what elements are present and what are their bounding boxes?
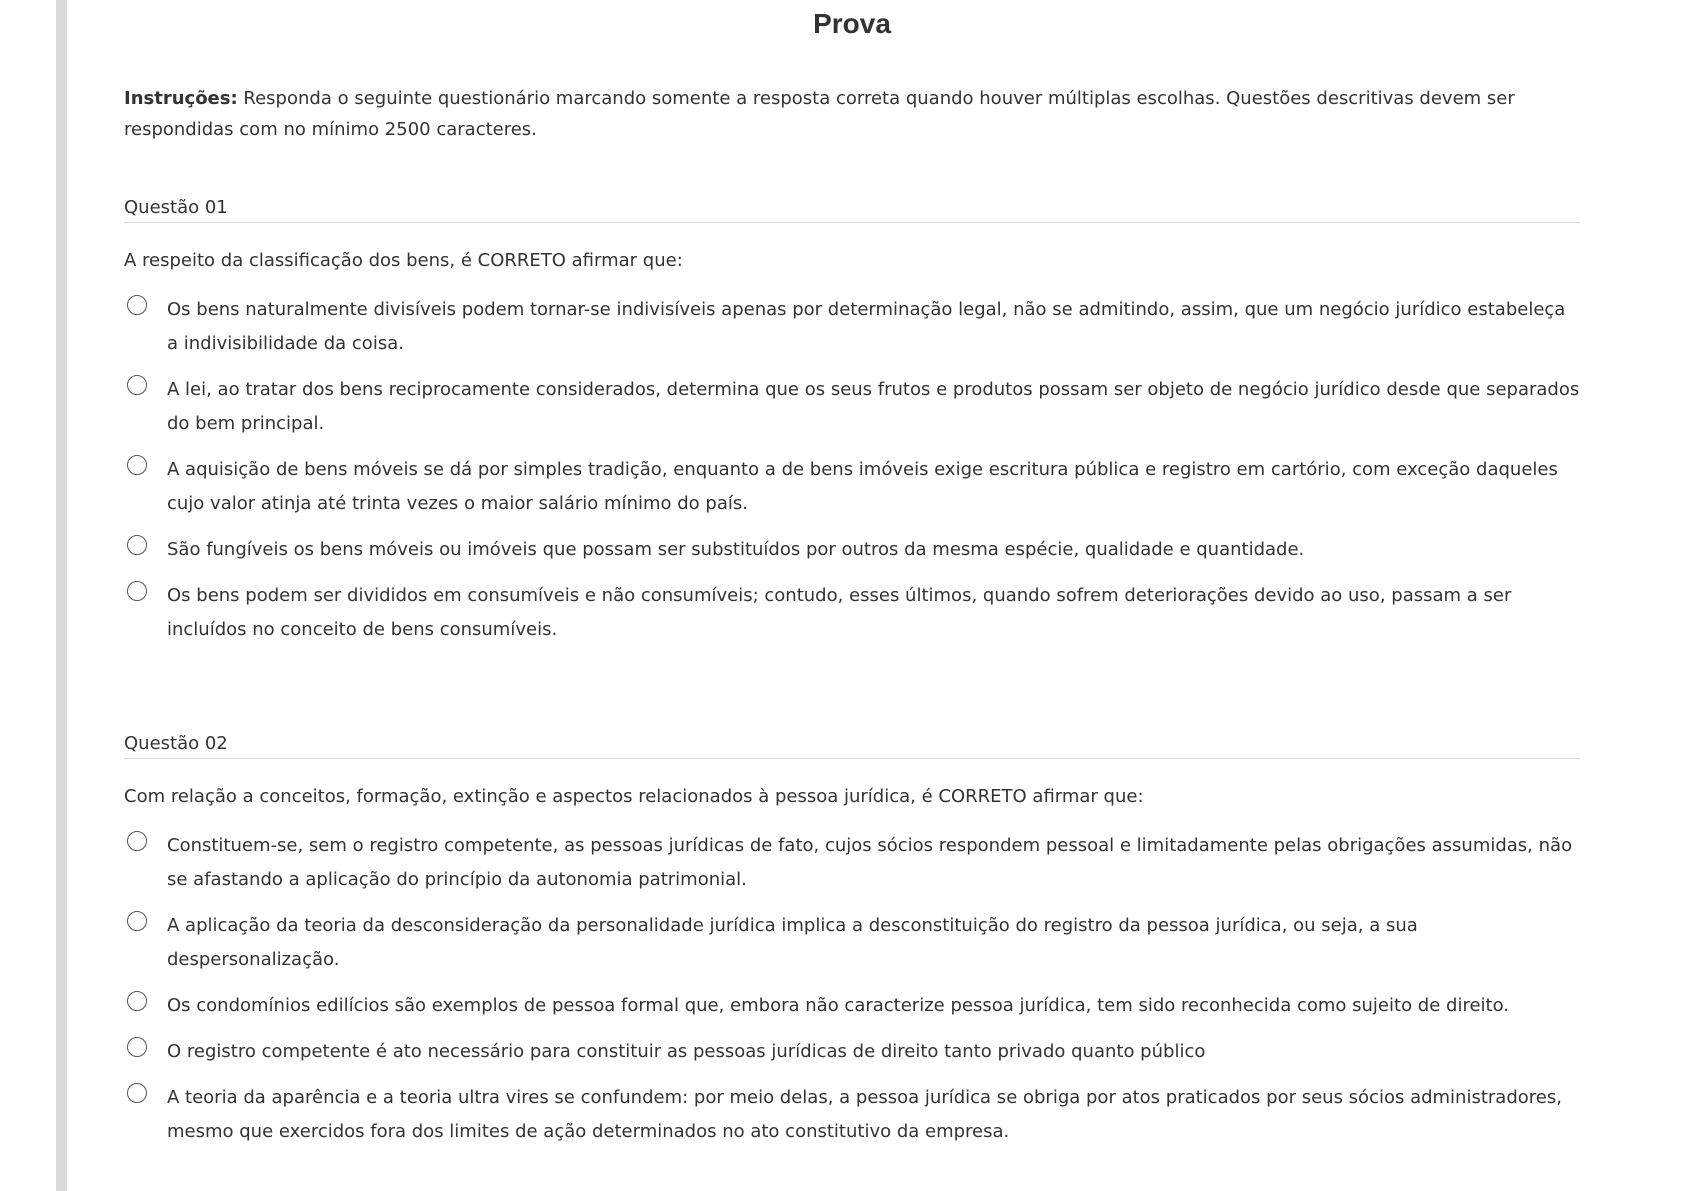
answer-option[interactable] — [124, 453, 1580, 521]
radio-button[interactable] — [127, 455, 147, 475]
radio-button[interactable] — [127, 581, 147, 601]
option-text: A aquisição de bens móveis se dá por simples tradição, enquanto a de bens imóveis exige escritura pública e registro em cartório, com exceção daqueles cujo valor atinja até trinta vezes o maior salário mínimo do país. — [167, 459, 1558, 514]
answer-option[interactable] — [124, 1081, 1580, 1149]
left-border-bar — [56, 0, 67, 1191]
answer-option[interactable] — [124, 533, 1580, 567]
answer-option[interactable] — [124, 829, 1580, 897]
question-prompt: A respeito da classificação dos bens, é CORRETO afirmar que: — [124, 250, 683, 271]
answer-option[interactable] — [124, 373, 1580, 441]
answer-option[interactable] — [124, 293, 1580, 361]
answer-option[interactable] — [124, 909, 1580, 977]
options-list — [124, 829, 1580, 1149]
option-text: Os bens podem ser divididos em consumíveis e não consumíveis; contudo, esses últimos, quando sofrem deteriorações devido ao uso, passam a ser incluídos no conceito de bens consumíveis. — [167, 585, 1512, 640]
instructions — [124, 83, 1580, 145]
instructions-label: Instruções: — [124, 88, 238, 109]
answer-option[interactable] — [124, 989, 1580, 1023]
radio-button[interactable] — [127, 295, 147, 315]
answer-option[interactable] — [124, 579, 1580, 647]
radio-button[interactable] — [127, 375, 147, 395]
option-text: Os condomínios edilícios são exemplos de pessoa formal que, embora não caracterize pessoa jurídica, tem sido reconhecida como sujeito de direito. — [167, 995, 1510, 1016]
radio-button[interactable] — [127, 831, 147, 851]
answer-option[interactable] — [124, 1035, 1580, 1069]
option-text: São fungíveis os bens móveis ou imóveis que possam ser substituídos por outros da mesma espécie, qualidade e quantidade. — [167, 539, 1305, 560]
option-text: A lei, ao tratar dos bens reciprocamente considerados, determina que os seus frutos e produtos possam ser objeto de negócio jurídico desde que separados do bem principal. — [167, 379, 1580, 434]
radio-button[interactable] — [127, 1083, 147, 1103]
exam-content — [124, 0, 1580, 1142]
question-01 — [124, 196, 1580, 659]
radio-button[interactable] — [127, 535, 147, 555]
option-text: Constituem-se, sem o registro competente, as pessoas jurídicas de fato, cujos sócios respondem pessoal e limitadamente pelas obrigações assumidas, não se afastando a aplicação do princípio da autonomia patrimonial. — [167, 835, 1573, 890]
instructions-text: Responda o seguinte questionário marcando somente a resposta correta quando houver múltiplas escolhas. Questões descritivas devem ser respondidas com no mínimo 2500 caracteres. — [124, 88, 1515, 140]
radio-button[interactable] — [127, 911, 147, 931]
radio-button[interactable] — [127, 1037, 147, 1057]
question-title: Questão 02 — [124, 732, 1580, 759]
radio-button[interactable] — [127, 991, 147, 1011]
option-text: A teoria da aparência e a teoria ultra vires se confundem: por meio delas, a pessoa jurídica se obriga por atos praticados por seus sócios administradores, mesmo que exercidos fora dos limites de ação determinados no ato constitutivo da empresa. — [167, 1087, 1562, 1142]
option-text: O registro competente é ato necessário para constituir as pessoas jurídicas de direito tanto privado quanto público — [167, 1041, 1206, 1062]
question-title: Questão 01 — [124, 196, 1580, 223]
question-02 — [124, 732, 1580, 1161]
option-text: Os bens naturalmente divisíveis podem tornar-se indivisíveis apenas por determinação legal, não se admitindo, assim, que um negócio jurídico estabeleça a indivisibilidade da coisa. — [167, 299, 1566, 354]
page-title: Prova — [813, 8, 891, 39]
options-list — [124, 293, 1580, 647]
option-text: A aplicação da teoria da desconsideração da personalidade jurídica implica a desconstituição do registro da pessoa jurídica, ou seja, a sua despersonalização. — [167, 915, 1418, 970]
question-prompt: Com relação a conceitos, formação, extinção e aspectos relacionados à pessoa jurídica, é CORRETO afirmar que: — [124, 786, 1144, 807]
